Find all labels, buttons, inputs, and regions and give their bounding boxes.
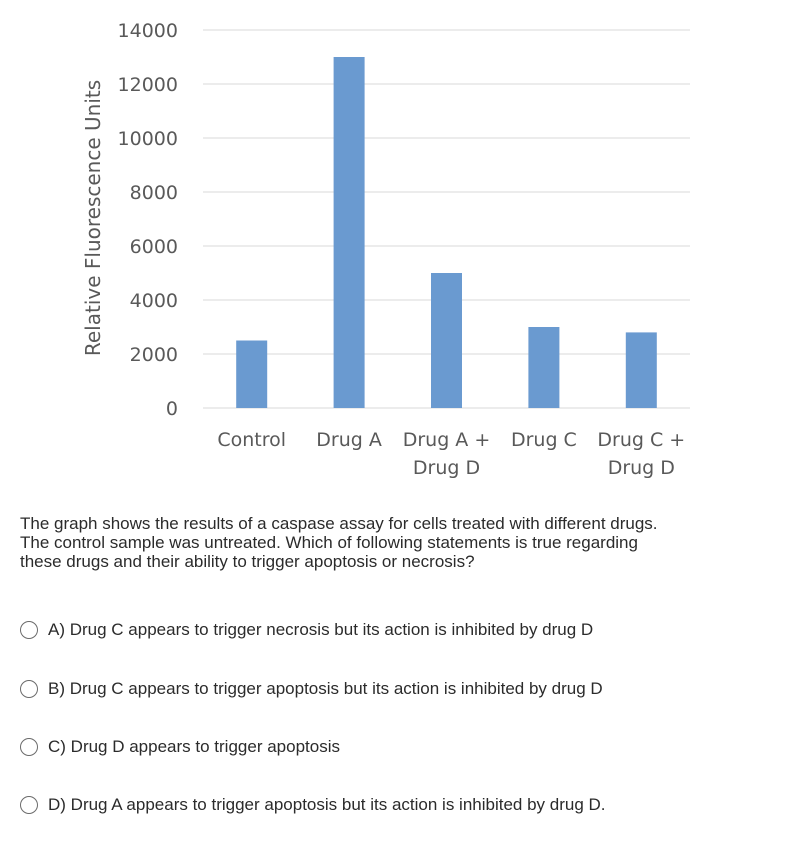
question-line: The control sample was untreated. Which of following statements is true regarding: [20, 533, 638, 552]
x-category-label: Drug C +: [597, 429, 686, 451]
bar: [431, 273, 462, 408]
y-axis-label: Relative Fluorescence Units: [81, 79, 105, 357]
x-category-label: Drug C: [510, 429, 577, 451]
bar: [334, 57, 365, 408]
option-c[interactable]: [20, 733, 340, 761]
x-category-label: Drug A +: [402, 429, 491, 451]
option-a[interactable]: [20, 616, 593, 644]
x-category-label: Drug A: [316, 429, 382, 451]
y-tick-label: 6000: [129, 236, 178, 258]
bar: [528, 327, 559, 408]
option-d[interactable]: [20, 791, 606, 819]
radio-icon[interactable]: [20, 680, 38, 698]
bar: [236, 341, 267, 409]
radio-icon[interactable]: [20, 621, 38, 639]
x-axis-categories: [217, 429, 685, 479]
y-tick-label: 4000: [129, 290, 178, 312]
y-tick-label: 14000: [117, 20, 178, 42]
x-category-label: Control: [217, 429, 287, 451]
x-category-label: Drug D: [607, 457, 675, 479]
bar: [626, 332, 657, 408]
question-text: [20, 514, 790, 571]
y-tick-label: 10000: [117, 128, 178, 150]
option-label: C) Drug D appears to trigger apoptosis: [48, 737, 340, 756]
y-axis-ticks: [118, 20, 178, 420]
y-tick-label: 12000: [117, 74, 178, 96]
radio-icon[interactable]: [20, 738, 38, 756]
option-label: D) Drug A appears to trigger apoptosis but its action is inhibited by drug D.: [48, 795, 606, 814]
bars: [236, 57, 657, 408]
option-label: B) Drug C appears to trigger apoptosis but its action is inhibited by drug D: [48, 679, 603, 698]
question-line: The graph shows the results of a caspase assay for cells treated with different drugs.: [20, 514, 658, 533]
x-category-label: Drug D: [412, 457, 481, 479]
y-tick-label: 2000: [129, 344, 178, 366]
radio-icon[interactable]: [20, 796, 38, 814]
question-line: these drugs and their ability to trigger apoptosis or necrosis?: [20, 552, 475, 571]
option-b[interactable]: [20, 675, 603, 703]
y-tick-label: 0: [165, 398, 178, 420]
option-label: A) Drug C appears to trigger necrosis but its action is inhibited by drug D: [48, 620, 594, 639]
y-tick-label: 8000: [129, 182, 178, 204]
